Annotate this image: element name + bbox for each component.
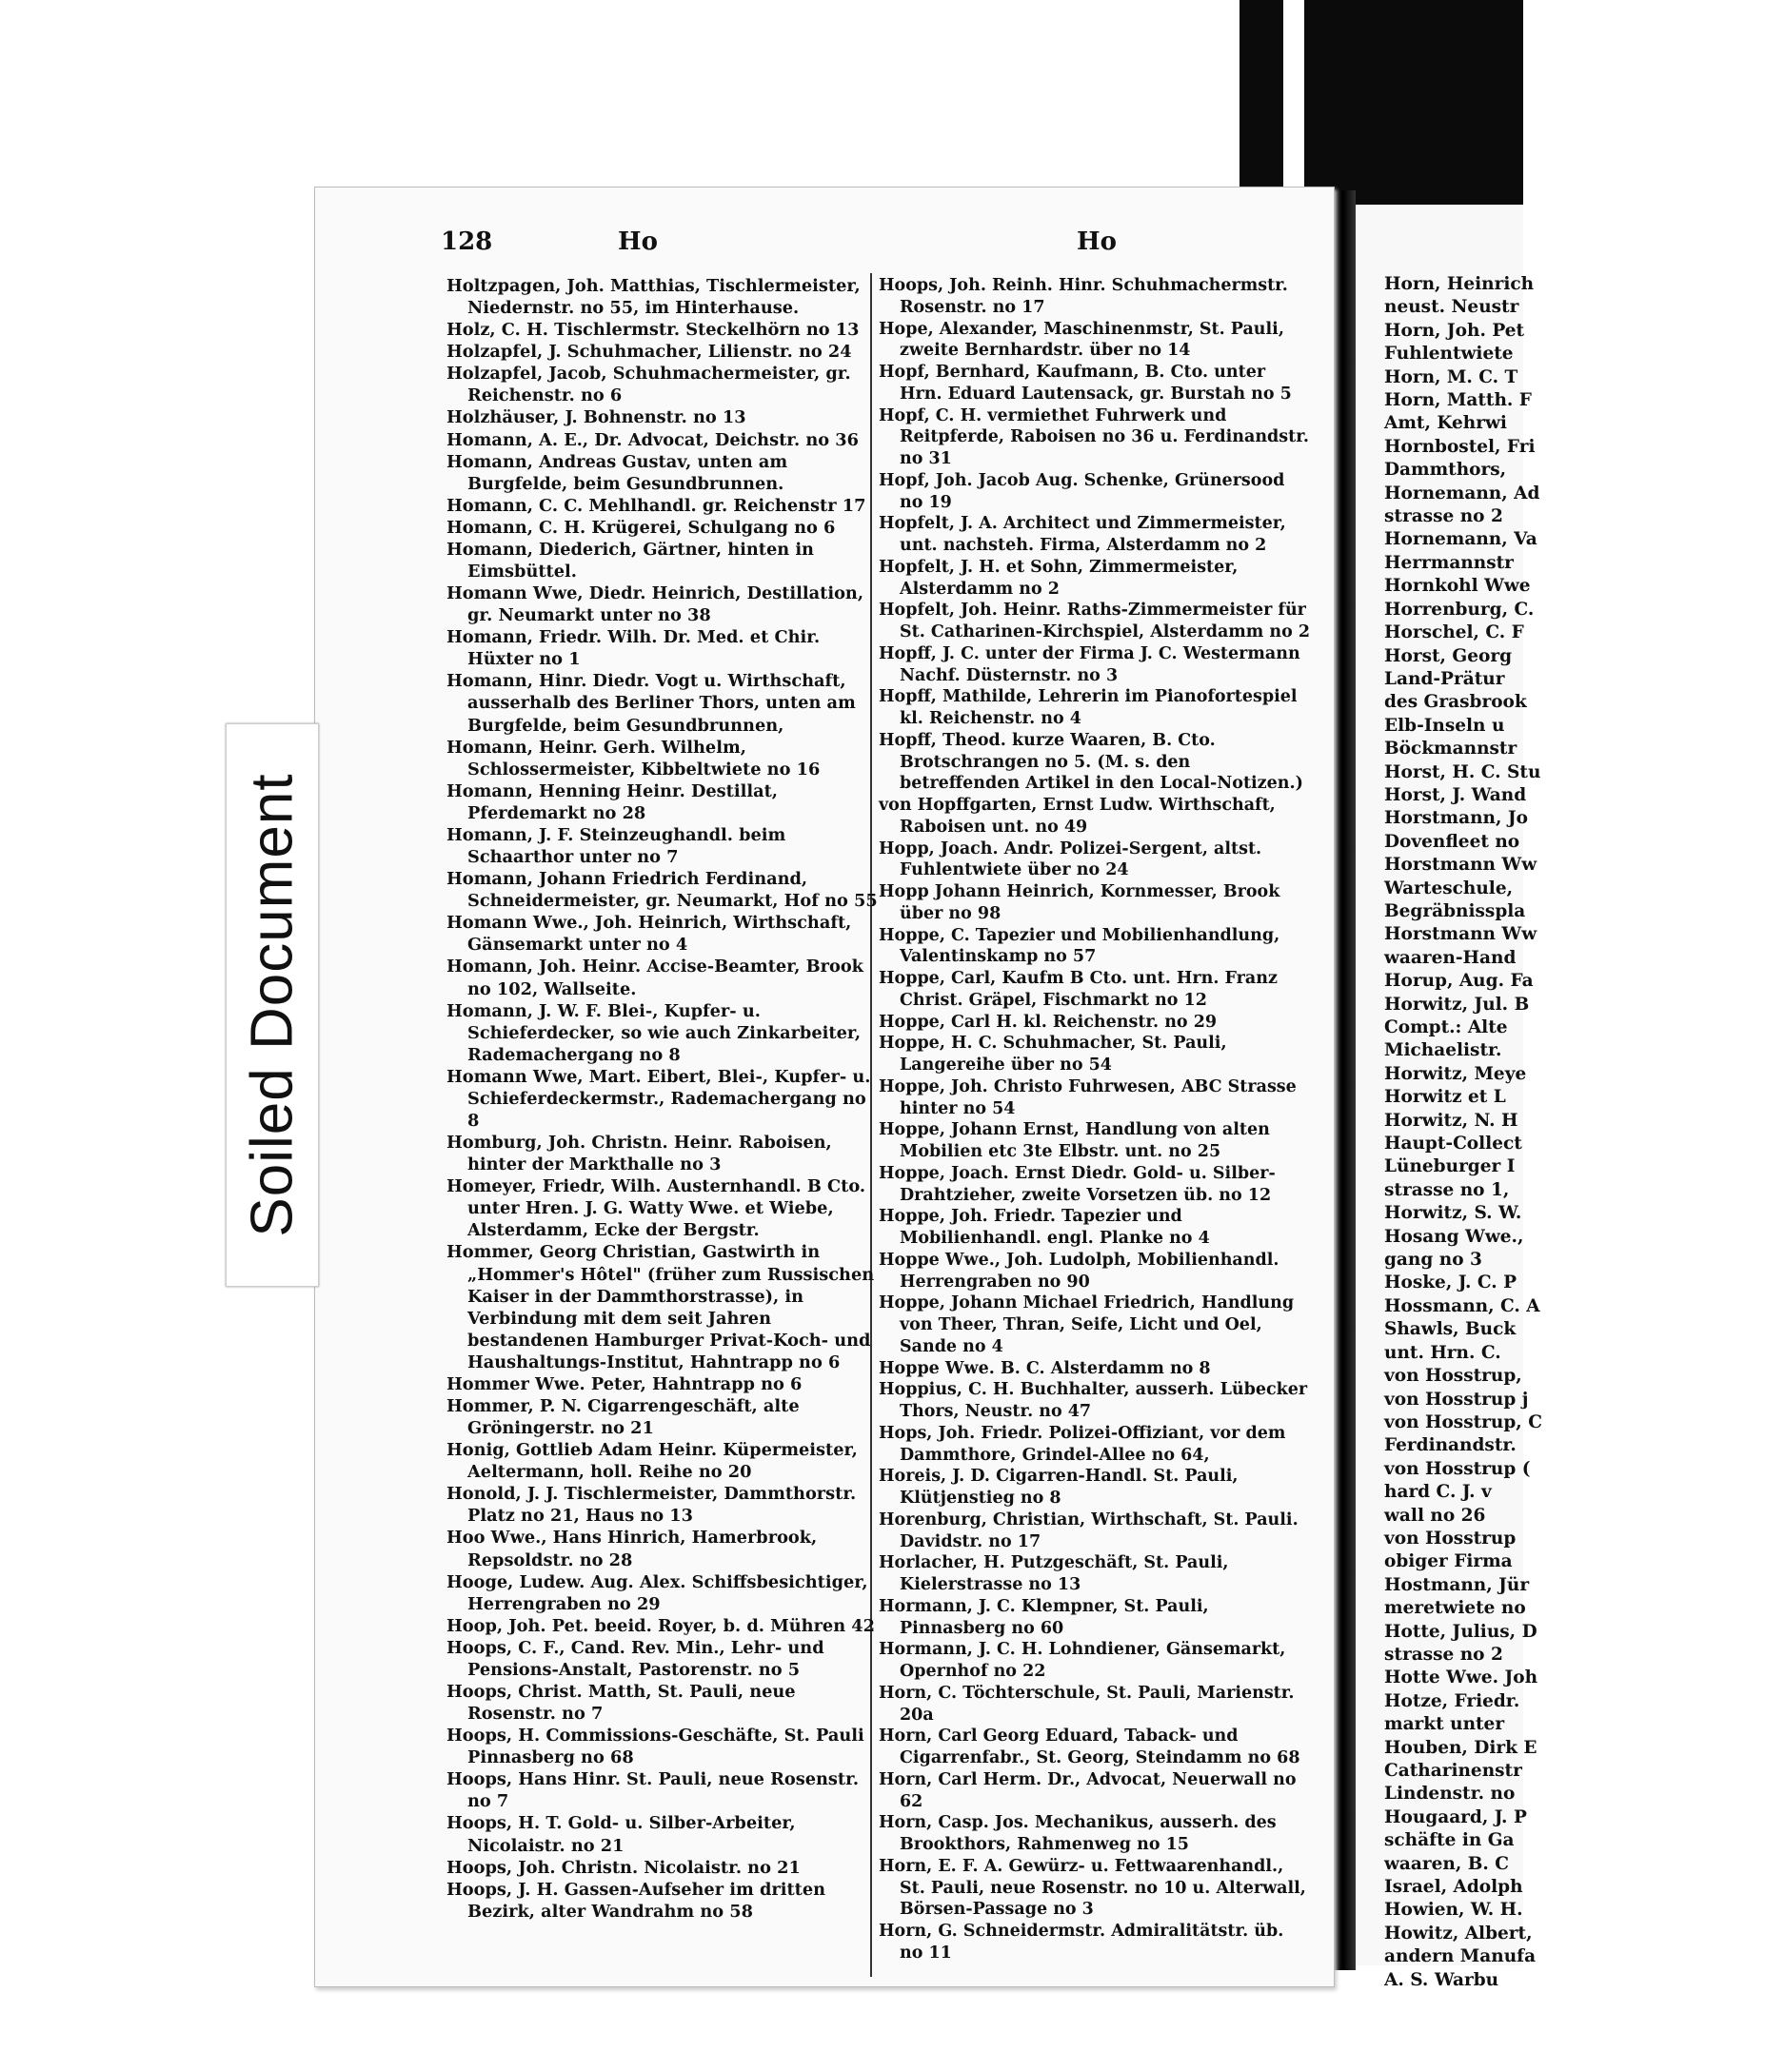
directory-entry: Hormann, J. C. H. Lohndiener, Gänsemarkt, Opernhof no 22: [879, 1640, 1286, 1681]
directory-entry: Hoppe, H. C. Schuhmacher, St. Pauli, Langereihe über no 54: [879, 1034, 1227, 1075]
directory-entry: Hoppe Wwe., Joh. Ludolph, Mobilienhandl. Herrengraben no 90: [879, 1250, 1279, 1292]
running-head-right: Ho: [1077, 227, 1117, 256]
directory-entry: Hommer Wwe. Peter, Hahntrapp no 6: [446, 1373, 803, 1394]
fragment-line: Horst, H. C. Stu: [1384, 761, 1541, 782]
directory-entry: Hops, Joh. Friedr. Polizei-Offiziant, vor dem Dammthore, Grindel-Allee no 64,: [879, 1423, 1286, 1465]
next-page-column: [1384, 273, 1765, 1992]
fragment-line: Howien, W. H.: [1384, 1900, 1523, 1921]
next-page-fragment: [1356, 205, 1542, 1990]
scanner-edge-right: [1304, 0, 1523, 209]
fragment-line: Howitz, Albert,: [1384, 1923, 1533, 1944]
fragment-line: Hossmann, C. A: [1384, 1295, 1540, 1316]
directory-entry: Hoppe Wwe. B. C. Alsterdamm no 8: [879, 1358, 1211, 1378]
directory-entry: Hommer, P. N. Cigarrengeschäft, alte Gröningerstr. no 21: [446, 1395, 800, 1439]
directory-entry: Hoppe, Carl H. kl. Reichenstr. no 29: [879, 1012, 1218, 1032]
fragment-line: Horwitz, Meye: [1384, 1063, 1527, 1084]
directory-entry: Honig, Gottlieb Adam Heinr. Küpermeister, Aeltermann, holl. Reihe no 20: [446, 1440, 858, 1483]
fragment-line: von Hosstrup (: [1384, 1458, 1531, 1479]
directory-entry: Hoops, Hans Hinr. St. Pauli, neue Rosenstr. no 7: [446, 1769, 860, 1812]
directory-entry: Homann, J. F. Steinzeughandl. beim Schaarthor unter no 7: [446, 824, 786, 868]
fragment-line: meretwiete no: [1384, 1598, 1526, 1619]
directory-entry: Honold, J. J. Tischlermeister, Dammthorstr. Platz no 21, Haus no 13: [446, 1484, 857, 1527]
directory-entry: Horlacher, H. Putzgeschäft, St. Pauli, Kielerstrasse no 13: [879, 1553, 1229, 1594]
fragment-line: Hostmann, Jür: [1384, 1574, 1530, 1595]
fragment-line: waaren, B. C: [1384, 1853, 1509, 1874]
fragment-line: Lindenstr. no: [1384, 1784, 1516, 1805]
fragment-line: Horrenburg, C.: [1384, 599, 1535, 620]
fragment-line: Horstmann Ww: [1384, 924, 1537, 945]
fragment-line: neust. Neustr: [1384, 297, 1519, 318]
directory-entry: Holzapfel, J. Schuhmacher, Lilienstr. no 24: [446, 342, 852, 363]
fragment-line: andern Manufa: [1384, 1946, 1537, 1967]
fragment-line: Haupt-Collect: [1384, 1134, 1522, 1154]
fragment-line: Horn, Joh. Pet: [1384, 320, 1525, 341]
fragment-line: Hosang Wwe.,: [1384, 1226, 1524, 1247]
fragment-line: Hornemann, Va: [1384, 529, 1537, 550]
directory-entry: Hoops, H. T. Gold- u. Silber-Arbeiter, Nicolaistr. no 21: [446, 1813, 796, 1856]
fragment-line: Elb-Inseln u: [1384, 715, 1505, 736]
fragment-line: Compt.: Alte: [1384, 1017, 1508, 1037]
directory-entry: Homann, Friedr. Wilh. Dr. Med. et Chir. Hüxter no 1: [446, 627, 821, 670]
fragment-line: von Hosstrup j: [1384, 1389, 1529, 1410]
directory-entry: Homann Wwe., Joh. Heinrich, Wirthschaft, Gänsemarkt unter no 4: [446, 913, 852, 956]
directory-entry: Homann, Heinr. Gerh. Wilhelm, Schlossermeister, Kibbeltwiete no 16: [446, 737, 821, 779]
directory-entry: Hopff, Mathilde, Lehrerin im Pianofortespiel kl. Reichenstr. no 4: [879, 687, 1298, 728]
fragment-line: Israel, Adolph: [1384, 1877, 1523, 1898]
fragment-line: strasse no 2: [1384, 506, 1503, 527]
fragment-line: strasse no 2: [1384, 1644, 1503, 1665]
fragment-line: Herrmannstr: [1384, 552, 1514, 573]
fragment-line: Horwitz, N. H: [1384, 1110, 1518, 1131]
directory-entry: Hoop, Joh. Pet. beeid. Royer, b. d. Mühren 42: [446, 1615, 875, 1636]
page-header: [315, 227, 1334, 266]
fragment-line: Horup, Aug. Fa: [1384, 971, 1534, 992]
fragment-line: Dammthors,: [1384, 460, 1507, 481]
directory-entry: Hopfelt, Joh. Heinr. Raths-Zimmermeister für St. Catharinen-Kirchspiel, Alsterdamm no 2: [879, 601, 1311, 641]
soiled-document-label: [226, 723, 319, 1287]
page-number: 128: [441, 227, 493, 256]
directory-entry: Homann, Henning Heinr. Destillat, Pferdemarkt no 28: [446, 780, 778, 823]
directory-entry: Homann, Joh. Heinr. Accise-Beamter, Brook no 102, Wallseite.: [446, 957, 863, 999]
fragment-line: Horstmann Ww: [1384, 855, 1537, 876]
directory-entry: Horn, Casp. Jos. Mechanikus, ausserh. des Brookthors, Rahmenweg no 15: [879, 1813, 1277, 1854]
fragment-line: Hotte Wwe. Joh: [1384, 1667, 1538, 1688]
directory-entry: Hopff, J. C. unter der Firma J. C. Westermann Nachf. Düsternstr. no 3: [879, 643, 1300, 685]
directory-entry: Hormann, J. C. Klempner, St. Pauli, Pinnasberg no 60: [879, 1596, 1209, 1638]
fragment-line: Horwitz, S. W.: [1384, 1203, 1522, 1224]
directory-entry: Hommer, Georg Christian, Gastwirth in „Hommer's Hôtel" (früher zum Russischen Kaiser in der Dammthorstrasse), in Verbindung mit dem seit Jahren bestandenen Hamburger Privat-Koch- und Haushaltungs-Institut, Hahntrapp no 6: [446, 1242, 875, 1372]
fragment-line: Hornbostel, Fri: [1384, 436, 1536, 457]
fragment-line: Houben, Dirk E: [1384, 1737, 1537, 1758]
fragment-line: von Hosstrup: [1384, 1528, 1517, 1549]
fragment-line: hard C. J. v: [1384, 1482, 1492, 1503]
directory-entry: Homeyer, Friedr, Wilh. Austernhandl. B Cto. unter Hren. J. G. Watty Wwe. et Wiebe, Alsterdamm, Ecke der Bergstr.: [446, 1176, 866, 1241]
directory-entry: Holtzpagen, Joh. Matthias, Tischlermeister, Niedernstr. no 55, im Hinterhause.: [446, 276, 861, 319]
directory-entry: Hope, Alexander, Maschinenmstr, St. Pauli, zweite Bernhardstr. über no 14: [879, 319, 1284, 361]
directory-entry: Hopf, C. H. vermiethet Fuhrwerk und Reitpferde, Raboisen no 36 u. Ferdinandstr. no 31: [879, 405, 1309, 468]
fragment-line: Ferdinandstr.: [1384, 1435, 1517, 1456]
fragment-line: von Hosstrup, C: [1384, 1411, 1542, 1432]
fragment-line: Dovenfleet no: [1384, 831, 1520, 852]
fragment-line: Fuhlentwiete: [1384, 344, 1514, 365]
directory-entry: Horn, C. Töchterschule, St. Pauli, Marienstr. 20a: [879, 1683, 1295, 1725]
fragment-line: Horst, Georg: [1384, 645, 1512, 666]
directory-entry: Hopf, Bernhard, Kaufmann, B. Cto. unter Hrn. Eduard Lautensack, gr. Burstah no 5: [879, 363, 1292, 404]
directory-entry: Homann Wwe, Diedr. Heinrich, Destillation, gr. Neumarkt unter no 38: [446, 583, 864, 626]
directory-entry: Horn, G. Schneidermstr. Admiralitätstr. üb. no 11: [879, 1922, 1284, 1963]
fragment-line: Hougaard, J. P: [1384, 1806, 1527, 1827]
fragment-line: obiger Firma: [1384, 1551, 1513, 1572]
fragment-line: Böckmannstr: [1384, 739, 1517, 760]
directory-entry: Homann Wwe, Mart. Eibert, Blei-, Kupfer- u. Schieferdeckermstr., Rademachergang no 8: [446, 1066, 871, 1131]
directory-entry: Horenburg, Christian, Wirthschaft, St. Pauli. Davidstr. no 17: [879, 1510, 1299, 1551]
directory-entry: Hoops, Joh. Christn. Nicolaistr. no 21: [446, 1857, 801, 1878]
fragment-line: Horschel, C. F: [1384, 622, 1524, 643]
fragment-line: Horn, Heinrich: [1384, 274, 1535, 294]
directory-entry: Hoppe, Joh. Friedr. Tapezier und Mobilienhandl. engl. Planke no 4: [879, 1207, 1210, 1248]
fragment-line: Land-Prätur: [1384, 668, 1505, 689]
directory-entry: Homann, Johann Friedrich Ferdinand, Schneidermeister, gr. Neumarkt, Hof no 55: [446, 869, 878, 912]
fragment-line: Begräbnisspla: [1384, 900, 1526, 921]
directory-entry: von Hopffgarten, Ernst Ludw. Wirthschaft, Raboisen unt. no 49: [879, 796, 1276, 837]
fragment-line: Hornkohl Wwe: [1384, 576, 1531, 597]
directory-entry: Homann, C. C. Mehlhandl. gr. Reichenstr 17: [446, 495, 866, 516]
fragment-line: Hoske, J. C. P: [1384, 1273, 1517, 1293]
directory-entry: Hoppe, Johann Ernst, Handlung von alten Mobilien etc 3te Elbstr. unt. no 25: [879, 1120, 1270, 1161]
book-gutter: [1335, 190, 1356, 1970]
directory-entry: Homann, Hinr. Diedr. Vogt u. Wirthschaft, ausserhalb des Berliner Thors, unten am Burgfelde, beim Gesundbrunnen,: [446, 671, 856, 736]
directory-entry: Hoops, H. Commissions-Geschäfte, St. Pauli Pinnasberg no 68: [446, 1726, 864, 1768]
fragment-line: strasse no 1,: [1384, 1179, 1510, 1200]
fragment-line: von Hosstrup,: [1384, 1366, 1522, 1387]
directory-entry: Horeis, J. D. Cigarren-Handl. St. Pauli, Klütjenstieg no 8: [879, 1467, 1239, 1508]
directory-entry: Hoo Wwe., Hans Hinrich, Hamerbrook, Repsoldstr. no 28: [446, 1528, 818, 1570]
directory-entry: Hoppe, Joh. Christo Fuhrwesen, ABC Strasse hinter no 54: [879, 1076, 1297, 1118]
directory-entry: Hopfelt, J. H. et Sohn, Zimmermeister, Alsterdamm no 2: [879, 557, 1239, 599]
directory-entry: Hoppe, Carl, Kaufm B Cto. unt. Hrn. Franz Christ. Gräpel, Fischmarkt no 12: [879, 969, 1278, 1010]
right-column: [879, 275, 1311, 1964]
directory-entry: Homburg, Joh. Christn. Heinr. Raboisen, hinter der Markthalle no 3: [446, 1133, 832, 1175]
fragment-line: waaren-Hand: [1384, 947, 1517, 968]
fragment-line: Hornemann, Ad: [1384, 483, 1540, 503]
directory-entry: Hoppe, C. Tapezier und Mobilienhandlung, Valentinskamp no 57: [879, 925, 1280, 967]
fragment-line: gang no 3: [1384, 1250, 1482, 1271]
label-text: Soiled Document: [239, 773, 306, 1237]
fragment-line: Horst, J. Wand: [1384, 784, 1527, 805]
fragment-line: Warteschule,: [1384, 878, 1514, 898]
directory-entry: Hopf, Joh. Jacob Aug. Schenke, Grünersood no 19: [879, 470, 1285, 512]
directory-entry: Horn, Carl Georg Eduard, Taback- und Cigarrenfabr., St. Georg, Steindamm no 68: [879, 1727, 1300, 1767]
directory-entry: Hoppe, Johann Michael Friedrich, Handlung von Theer, Thran, Seife, Licht und Oel, Sande no 4: [879, 1293, 1295, 1356]
fragment-line: schäfte in Ga: [1384, 1830, 1515, 1851]
fragment-line: Shawls, Buck: [1384, 1319, 1517, 1340]
fragment-line: Michaelistr.: [1384, 1040, 1502, 1061]
fragment-line: Horwitz et L: [1384, 1087, 1506, 1108]
fragment-line: unt. Hrn. C.: [1384, 1342, 1501, 1363]
directory-page: [314, 187, 1335, 1987]
fragment-line: wall no 26: [1384, 1505, 1486, 1526]
directory-entry: Hoops, Joh. Reinh. Hinr. Schuhmachermstr. Rosenstr. no 17: [879, 276, 1288, 317]
directory-entry: Horn, Carl Herm. Dr., Advocat, Neuerwall no 62: [879, 1769, 1297, 1811]
fragment-line: Hotze, Friedr.: [1384, 1690, 1520, 1711]
running-head-left: Ho: [618, 227, 658, 256]
directory-entry: Holzapfel, Jacob, Schuhmachermeister, gr. Reichenstr. no 6: [446, 364, 851, 406]
directory-entry: Horn, E. F. A. Gewürz- u. Fettwaarenhandl., St. Pauli, neue Rosenstr. no 10 u. Alterwall, Börsen-Passage no 3: [879, 1856, 1306, 1920]
left-column: [446, 275, 879, 1923]
fragment-line: Horwitz, Jul. B: [1384, 994, 1530, 1015]
directory-entry: Hoppius, C. H. Buchhalter, ausserh. Lübecker Thors, Neustr. no 47: [879, 1380, 1308, 1421]
directory-entry: Homann, A. E., Dr. Advocat, Deichstr. no 36: [446, 429, 859, 450]
fragment-line: Horstmann, Jo: [1384, 808, 1528, 829]
directory-entry: Homann, C. H. Krügerei, Schulgang no 6: [446, 517, 836, 538]
fragment-line: des Grasbrook: [1384, 692, 1527, 713]
directory-entry: Hopfelt, J. A. Architect und Zimmermeister, unt. nachsteh. Firma, Alsterdamm no 2: [879, 514, 1286, 555]
fragment-line: markt unter: [1384, 1714, 1505, 1735]
fragment-line: Lüneburger I: [1384, 1156, 1516, 1177]
fragment-line: Horn, M. C. T: [1384, 366, 1518, 387]
directory-entry: Hopp Johann Heinrich, Kornmesser, Brook über no 98: [879, 882, 1280, 923]
directory-entry: Homann, Andreas Gustav, unten am Burgfelde, beim Gesundbrunnen.: [446, 451, 788, 494]
directory-entry: Holz, C. H. Tischlermstr. Steckelhörn no 13: [446, 320, 860, 341]
directory-entry: Hoops, C. F., Cand. Rev. Min., Lehr- und Pensions-Anstalt, Pastorenstr. no 5: [446, 1637, 824, 1680]
fragment-line: A. S. Warbu: [1384, 1969, 1499, 1990]
directory-entry: Holzhäuser, J. Bohnenstr. no 13: [446, 407, 746, 428]
directory-entry: Homann, Diederich, Gärtner, hinten in Eimsbüttel.: [446, 539, 814, 582]
directory-entry: Hoppe, Joach. Ernst Diedr. Gold- u. Silber-Drahtzieher, zweite Vorsetzen üb. no 12: [879, 1163, 1276, 1205]
directory-entry: Hopff, Theod. kurze Waaren, B. Cto. Brotschrangen no 5. (M. s. den betreffenden Artikel in den Local-Notizen.): [879, 730, 1303, 794]
fragment-line: Hotte, Julius, D: [1384, 1621, 1537, 1642]
directory-entry: Homann, J. W. F. Blei-, Kupfer- u. Schieferdecker, so wie auch Zinkarbeiter, Rademachergang no 8: [446, 1000, 862, 1065]
fragment-line: Horn, Matth. F: [1384, 390, 1532, 411]
directory-entry: Hoops, J. H. Gassen-Aufseher im dritten Bezirk, alter Wandrahm no 58: [446, 1879, 826, 1922]
directory-entry: Hoops, Christ. Matth, St. Pauli, neue Rosenstr. no 7: [446, 1682, 796, 1725]
fragment-line: Amt, Kehrwi: [1384, 413, 1507, 434]
fragment-line: Catharinenstr: [1384, 1761, 1522, 1781]
directory-entry: Hopp, Joach. Andr. Polizei-Sergent, altst. Fuhlentwiete über no 24: [879, 839, 1262, 880]
directory-entry: Hooge, Ludew. Aug. Alex. Schiffsbesichtiger, Herrengraben no 29: [446, 1571, 868, 1614]
